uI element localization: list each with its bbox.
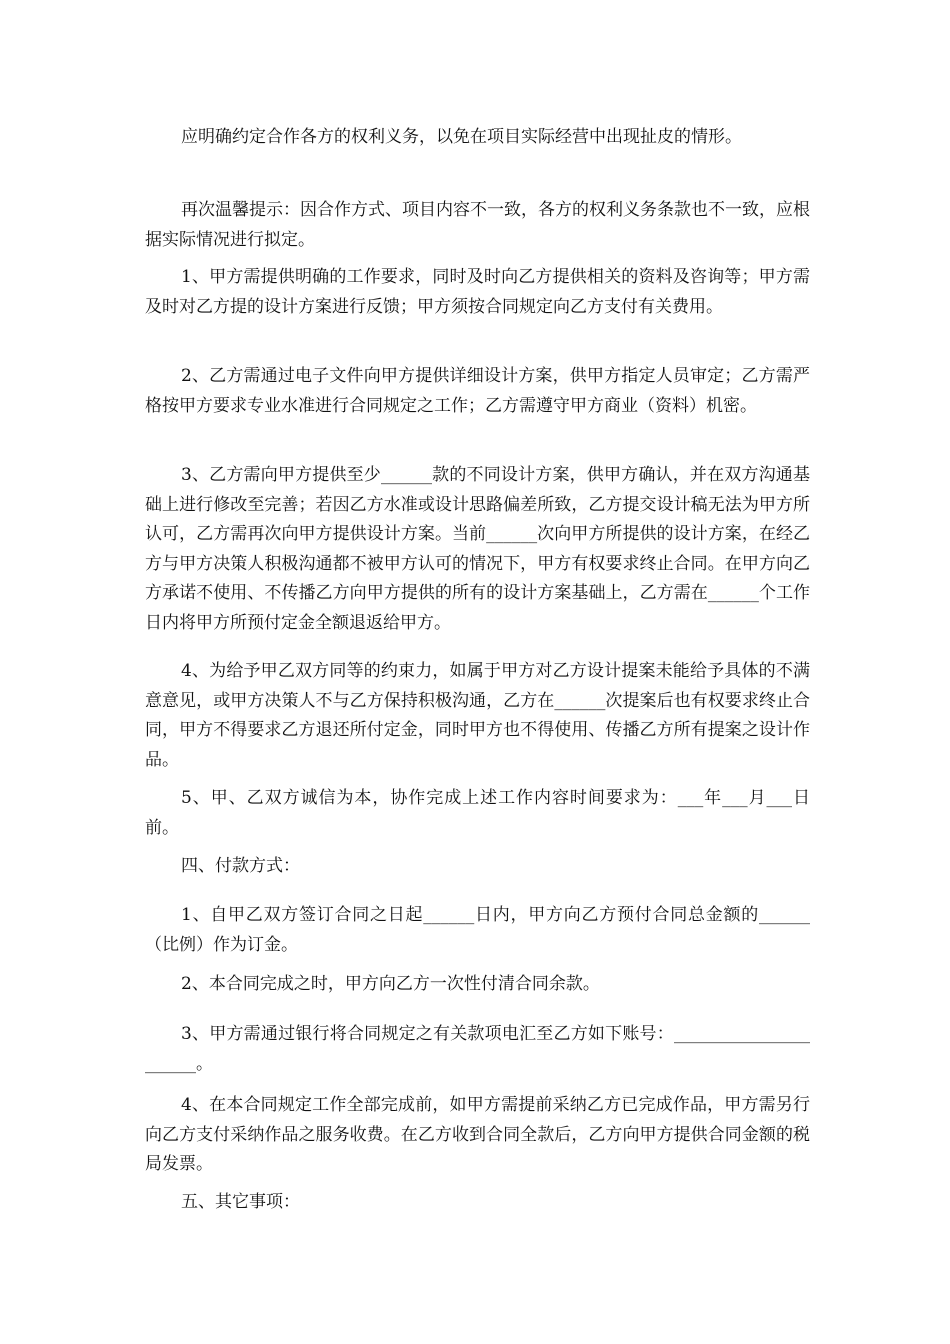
section-heading-payment: 四、付款方式：	[181, 856, 300, 876]
paragraph-rights-obligations: 应明确约定合作各方的权利义务，以免在项目实际经营中出现扯皮的情形。	[181, 127, 742, 147]
paragraph-termination: 4、为给予甲乙双方同等的约束力，如属于甲方对乙方设计提案未能给予具体的不满意意见，或甲方决策人不与乙方保持积极沟通，乙方在______次提案后也有权要求终止合同，甲方不得要求乙方退还所付定金，同时甲方也不得使用、传播乙方所有提案之设计作品。	[145, 661, 810, 770]
paragraph-deadline: 5、甲、乙双方诚信为本，协作完成上述工作内容时间要求为：___年___月___日前。	[145, 788, 810, 838]
paragraph-final-payment: 2、本合同完成之时，甲方向乙方一次性付清合同余款。	[181, 974, 600, 994]
section-heading-other: 五、其它事项：	[181, 1192, 300, 1212]
paragraph-deposit: 1、自甲乙双方签订合同之日起______日内，甲方向乙方预付合同总金额的______（比例）作为订金。	[145, 905, 810, 955]
paragraph-reminder: 再次温馨提示：因合作方式、项目内容不一致，各方的权利义务条款也不一致，应根据实际情况进行拟定。	[145, 200, 810, 250]
paragraph-party-b-duties: 2、乙方需通过电子文件向甲方提供详细设计方案，供甲方指定人员审定；乙方需严格按甲方要求专业水准进行合同规定之工作；乙方需遵守甲方商业（资料）机密。	[145, 366, 810, 416]
paragraph-early-adoption: 4、在本合同规定工作全部完成前，如甲方需提前采纳乙方已完成作品，甲方需另行向乙方支付采纳作品之服务收费。在乙方收到合同全款后，乙方向甲方提供合同金额的税局发票。	[145, 1095, 810, 1174]
paragraph-party-a-duties: 1、甲方需提供明确的工作要求，同时及时向乙方提供相关的资料及咨询等；甲方需及时对乙方提的设计方案进行反馈；甲方须按合同规定向乙方支付有关费用。	[145, 267, 810, 317]
paragraph-bank-transfer: 3、甲方需通过银行将合同规定之有关款项电汇至乙方如下账号：______________________。	[145, 1024, 810, 1074]
paragraph-design-proposals: 3、乙方需向甲方提供至少______款的不同设计方案，供甲方确认，并在双方沟通基础上进行修改至完善；若因乙方水准或设计思路偏差所致，乙方提交设计稿无法为甲方所认可，乙方需再次向甲方提供设计方案。当前______次向甲方所提供的设计方案，在经乙方与甲方决策人积极沟通都不被甲方认可的情况下，甲方有权要求终止合同。在甲方向乙方承诺不使用、不传播乙方向甲方提供的所有的设计方案基础上，乙方需在______个工作日内将甲方所预付定金全额退返给甲方。	[145, 465, 810, 633]
